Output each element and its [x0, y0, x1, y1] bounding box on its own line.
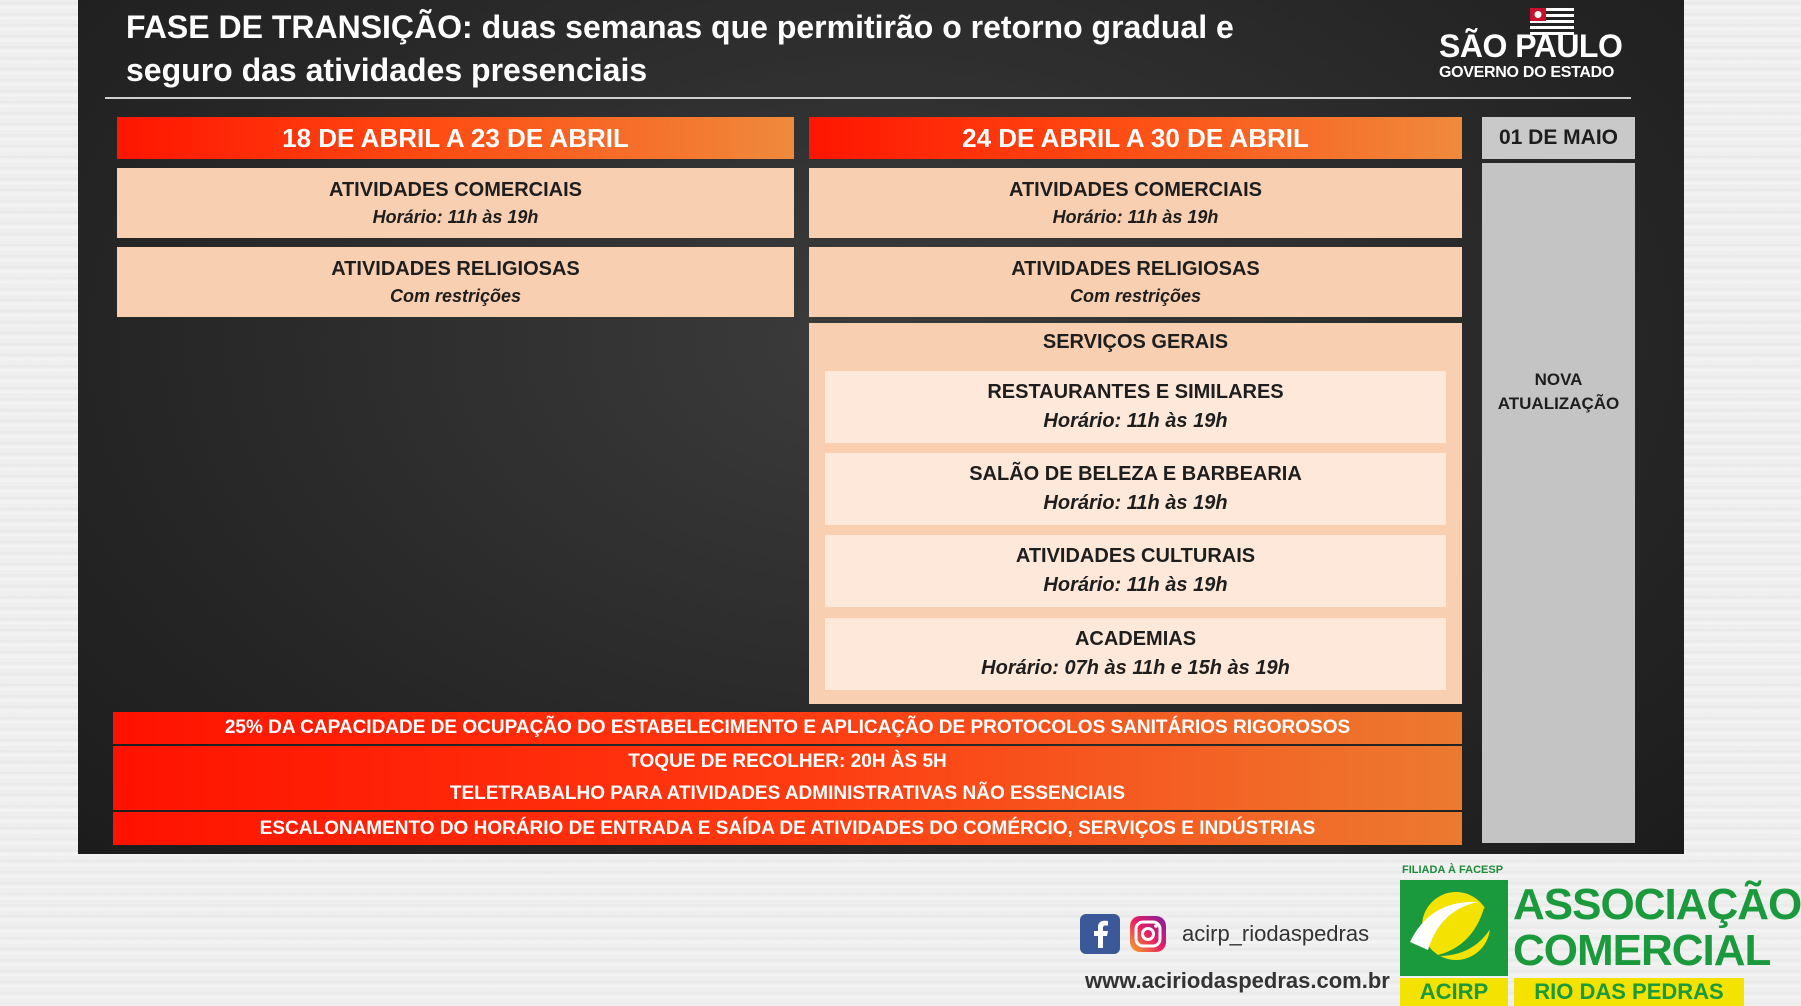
services-panel	[809, 323, 1462, 704]
social-links	[1080, 914, 1369, 954]
column-heading-3: 01 DE MAIO	[1482, 117, 1635, 159]
page-title	[126, 6, 1276, 92]
logo-name: SÃO PAULO	[1439, 28, 1623, 64]
service-detail: Horário: 11h às 19h	[1043, 410, 1228, 432]
service-item	[825, 618, 1446, 690]
services-title: SERVIÇOS GERAIS	[1042, 331, 1229, 353]
acirp-logo	[1400, 864, 1801, 1004]
update-note-line2: ATUALIZAÇÃO	[1497, 394, 1620, 413]
telework-rule-text: TELETRABALHO PARA ATIVIDADES ADMINISTRATIVAS NÃO ESSENCIAIS	[449, 783, 1126, 804]
activity-box	[809, 168, 1462, 238]
staggering-rule-text: ESCALONAMENTO DO HORÁRIO DE ENTRADA E SAÍDA DE ATIVIDADES DO COMÉRCIO, SERVIÇOS E INDÚSTRIAS	[259, 817, 1316, 839]
service-title: SALÃO DE BELEZA E BARBEARIA	[969, 463, 1302, 485]
activity-detail: Com restrições	[1069, 285, 1202, 306]
capacity-rule-bar	[113, 712, 1462, 744]
acirp-emblem-icon	[1400, 880, 1508, 976]
footer	[0, 854, 1801, 1004]
social-handle[interactable]: acirp_riodaspedras	[1182, 921, 1370, 946]
service-detail: Horário: 11h às 19h	[1043, 492, 1228, 514]
update-note	[1482, 368, 1635, 416]
curfew-rule-bar	[113, 746, 1462, 810]
instagram-icon[interactable]	[1128, 914, 1168, 954]
filiada-label: FILIADA À FACESP	[1402, 864, 1504, 876]
acirp-tag: ACIRP	[1400, 978, 1508, 1006]
service-detail: Horário: 11h às 19h	[1043, 574, 1228, 596]
service-title: RESTAURANTES E SIMILARES	[987, 381, 1284, 403]
assoc-line2: COMERCIAL	[1513, 926, 1771, 975]
column-heading-2: 24 DE ABRIL A 30 DE ABRIL	[809, 117, 1462, 159]
may-column	[1482, 163, 1635, 843]
activity-box	[809, 247, 1462, 317]
activity-title: ATIVIDADES COMERCIAIS	[1009, 178, 1262, 201]
sao-paulo-logo	[1438, 8, 1628, 88]
activity-detail: Horário: 11h às 19h	[1052, 206, 1219, 227]
title-lead: FASE DE TRANSIÇÃO:	[126, 9, 473, 45]
activity-detail: Horário: 11h às 19h	[372, 206, 539, 227]
activity-box	[117, 168, 794, 238]
curfew-rule-text: TOQUE DE RECOLHER: 20H ÀS 5H	[628, 751, 947, 772]
activity-title: ATIVIDADES COMERCIAIS	[329, 178, 582, 201]
title-rest: duas semanas que permitirão o retorno gradual e seguro das atividades presenciais	[126, 9, 1234, 88]
activity-title: ATIVIDADES RELIGIOSAS	[1011, 257, 1260, 280]
service-title: ACADEMIAS	[1074, 628, 1197, 650]
activity-box	[117, 247, 794, 317]
assoc-line1: ASSOCIAÇÃO	[1513, 880, 1801, 929]
service-item	[825, 453, 1446, 525]
facebook-icon[interactable]	[1080, 914, 1120, 954]
city-tag: RIO DAS PEDRAS	[1514, 978, 1744, 1006]
staggering-rule-bar	[113, 812, 1462, 845]
service-item	[825, 535, 1446, 607]
service-detail: Horário: 07h às 11h e 15h às 19h	[981, 657, 1290, 679]
service-title: ATIVIDADES CULTURAIS	[1015, 545, 1256, 567]
website-link[interactable]: www.aciriodaspedras.com.br	[1085, 968, 1390, 993]
logo-subtitle: GOVERNO DO ESTADO	[1439, 64, 1615, 81]
activity-detail: Com restrições	[389, 285, 522, 306]
capacity-rule-text: 25% DA CAPACIDADE DE OCUPAÇÃO DO ESTABELECIMENTO E APLICAÇÃO DE PROTOCOLOS SANITÁRIOS RIGOROSOS	[224, 717, 1351, 738]
title-divider	[105, 97, 1631, 99]
activity-title: ATIVIDADES RELIGIOSAS	[331, 257, 580, 280]
column-heading-1: 18 DE ABRIL A 23 DE ABRIL	[117, 117, 794, 159]
service-item	[825, 371, 1446, 443]
update-note-line1: NOVA	[1534, 370, 1583, 389]
info-slide	[78, 0, 1684, 854]
assoc-name	[1513, 882, 1801, 974]
